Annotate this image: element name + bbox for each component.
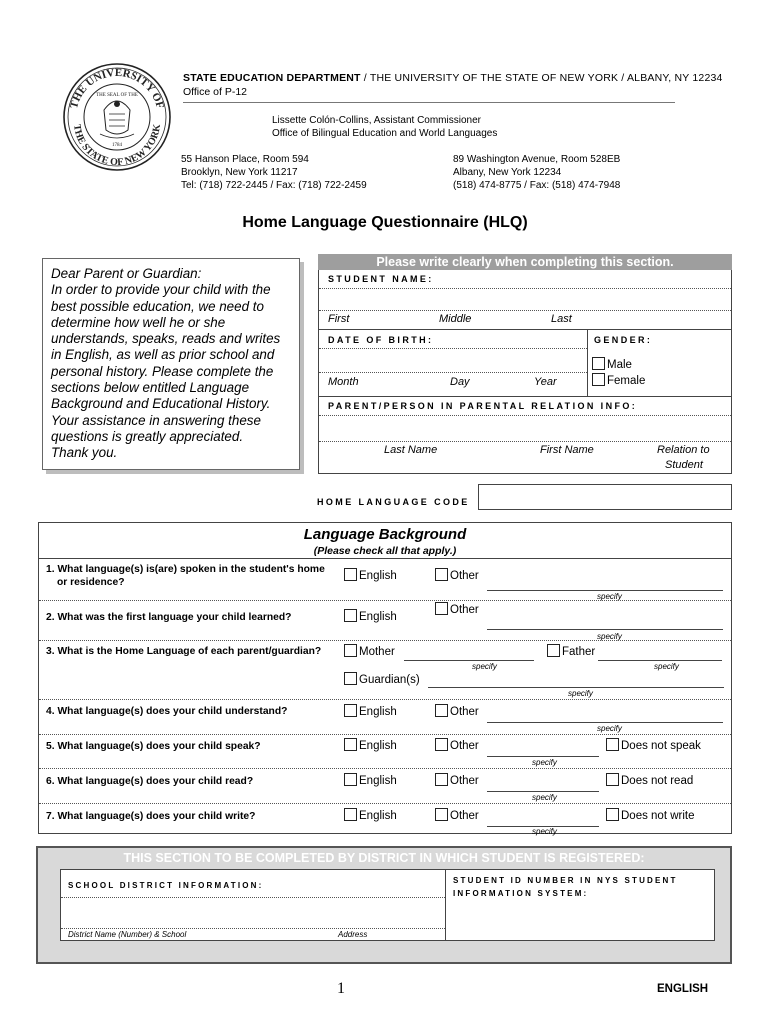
q3-guardian-option[interactable] (344, 672, 420, 686)
letter-line: understands, speaks, reads and writes (51, 331, 281, 347)
q7-english-option[interactable] (344, 808, 397, 822)
q3-mother-option[interactable] (344, 644, 395, 658)
q7-specify-label: specify (532, 827, 557, 836)
male-checkbox[interactable] (592, 357, 605, 370)
letter-line: In order to provide your child with the (51, 282, 271, 298)
address-label: Address (338, 930, 368, 939)
page-title: Home Language Questionnaire (HLQ) (242, 214, 528, 231)
parent-info-field[interactable] (319, 417, 731, 439)
letter-line: Your assistance in answering these (51, 412, 261, 428)
letter-line: Dear Parent or Guardian: (51, 266, 202, 281)
form-header: Please write clearly when completing this section. (318, 254, 732, 270)
seal-text-bottom: THE STATE OF NEW YORK (70, 123, 164, 169)
female-option[interactable] (592, 373, 645, 387)
middle-label: Middle (439, 313, 472, 325)
q6-english-label: English (359, 775, 397, 787)
q2-english-label: English (359, 611, 397, 623)
q2-english-option[interactable] (344, 609, 397, 623)
female-checkbox[interactable] (592, 373, 605, 386)
office-line: Office of P-12 (183, 86, 248, 98)
question-6: 6. What language(s) does your child read? (46, 776, 254, 787)
q4-english-label: English (359, 706, 397, 718)
address-left-3: Tel: (718) 722-2445 / Fax: (718) 722-2459 (181, 180, 367, 191)
student-id-field[interactable] (446, 899, 714, 939)
q6-does-not-read-option[interactable] (606, 773, 693, 787)
q2-other-checkbox[interactable] (435, 602, 448, 615)
home-language-code-field[interactable] (478, 484, 732, 510)
address-left-2: Brooklyn, New York 11217 (181, 167, 298, 178)
q3-father-label: Father (562, 646, 596, 658)
q3-mother-specify-line[interactable] (404, 660, 534, 661)
q4-specify-label: specify (597, 724, 622, 733)
q6-other-option[interactable] (435, 773, 479, 787)
q5-specify-line[interactable] (487, 756, 599, 757)
q5-specify-label: specify (532, 758, 557, 767)
letter-line: Background and Educational History. (51, 396, 271, 412)
q5-english-checkbox[interactable] (344, 738, 357, 751)
q4-english-checkbox[interactable] (344, 704, 357, 717)
letter-line: Thank you. (51, 445, 118, 461)
q1-specify-line[interactable] (487, 590, 723, 591)
q3-father-checkbox[interactable] (547, 644, 560, 657)
district-section-header: THIS SECTION TO BE COMPLETED BY DISTRICT IN WHICH STUDENT IS REGISTERED: (123, 851, 645, 865)
q6-other-checkbox[interactable] (435, 773, 448, 786)
language-label: ENGLISH (657, 983, 709, 995)
question-2: 2. What was the first language your child learned? (46, 612, 292, 623)
student-id-label-1: STUDENT ID NUMBER IN NYS STUDENT (453, 876, 678, 885)
commissioner-name: Lissette Colón-Collins, Assistant Commissioner (272, 115, 481, 126)
q3-guardian-specify-label: specify (568, 689, 593, 698)
letter-line: questions is greatly appreciated. (51, 428, 244, 444)
question-1-line-1: 1. What language(s) is(are) spoken in the student's home (46, 564, 325, 575)
parent-info-label: PARENT/PERSON IN PARENTAL RELATION INFO: (328, 401, 638, 411)
question-5: 5. What language(s) does your child speak? (46, 741, 261, 752)
female-label: Female (607, 375, 646, 387)
q5-english-label: English (359, 740, 397, 752)
q3-mother-specify-label: specify (472, 662, 497, 671)
q5-other-checkbox[interactable] (435, 738, 448, 751)
gender-label: GENDER: (594, 335, 653, 345)
dob-field[interactable] (319, 350, 587, 370)
dept-name: STATE EDUCATION DEPARTMENT (183, 72, 361, 84)
q3-father-option[interactable] (547, 644, 595, 658)
q2-other-label: Other (450, 604, 479, 616)
q3-father-specify-label: specify (654, 662, 679, 671)
question-1 (46, 563, 325, 589)
q7-english-checkbox[interactable] (344, 808, 357, 821)
student-id-label-2: INFORMATION SYSTEM: (453, 889, 589, 898)
q2-specify-label: specify (597, 632, 622, 641)
q6-does-not-read-label: Does not read (621, 775, 694, 787)
q1-other-checkbox[interactable] (435, 568, 448, 581)
address-right-3: (518) 474-8775 / Fax: (518) 474-7948 (453, 180, 621, 191)
q5-does-not-speak-checkbox[interactable] (606, 738, 619, 751)
address-right-2: Albany, New York 12234 (453, 167, 562, 178)
page-number: 1 (337, 980, 345, 997)
letter-line: personal history. Please complete the (51, 363, 274, 379)
q1-english-checkbox[interactable] (344, 568, 357, 581)
q6-specify-line[interactable] (487, 791, 599, 792)
q6-other-label: Other (450, 775, 479, 787)
dept-rest: / THE UNIVERSITY OF THE STATE OF NEW YORK / ALBANY, NY 12234 (360, 72, 723, 84)
letter-line: in English, as well as prior school and (51, 347, 275, 363)
day-label: Day (450, 376, 470, 388)
q7-other-option[interactable] (435, 808, 479, 822)
q7-does-not-write-checkbox[interactable] (606, 808, 619, 821)
question-1-line-2: or residence? (57, 577, 125, 588)
month-label: Month (328, 376, 359, 388)
office-bilingual: Office of Bilingual Education and World Languages (272, 128, 498, 139)
dob-label: DATE OF BIRTH: (328, 335, 434, 345)
q5-other-label: Other (450, 740, 479, 752)
first-label: First (328, 313, 350, 325)
student-name-label: STUDENT NAME: (328, 274, 434, 284)
q4-english-option[interactable] (344, 704, 397, 718)
q4-other-checkbox[interactable] (435, 704, 448, 717)
address-right-1: 89 Washington Avenue, Room 528EB (453, 154, 621, 165)
q3-mother-checkbox[interactable] (344, 644, 357, 657)
q5-other-option[interactable] (435, 738, 479, 752)
q3-guardian-specify-line[interactable] (428, 687, 724, 688)
parent-letter (42, 258, 300, 470)
nysed-seal (62, 62, 172, 172)
q6-english-option[interactable] (344, 773, 397, 787)
q6-specify-label: specify (532, 793, 557, 802)
dept-line (183, 72, 723, 84)
q1-english-label: English (359, 570, 397, 582)
address-left-1: 55 Hanson Place, Room 594 (181, 154, 309, 165)
letter-line: best possible education, we need to (51, 298, 264, 314)
q2-english-checkbox[interactable] (344, 609, 357, 622)
q3-guardian-checkbox[interactable] (344, 672, 357, 685)
last-label: Last (551, 313, 572, 325)
q1-other-option[interactable] (435, 568, 479, 582)
q4-other-option[interactable] (435, 704, 479, 718)
q3-guardian-label: Guardian(s) (359, 674, 420, 686)
q7-does-not-write-option[interactable] (606, 808, 695, 822)
q5-does-not-speak-option[interactable] (606, 738, 701, 752)
q4-other-label: Other (450, 706, 479, 718)
year-label: Year (534, 376, 557, 388)
male-label: Male (607, 359, 632, 371)
relation-label-1: Relation to (657, 444, 710, 456)
letter-line: determine how well he or she (51, 314, 226, 330)
q6-english-checkbox[interactable] (344, 773, 357, 786)
student-name-field[interactable] (319, 290, 731, 310)
first-name-label: First Name (540, 444, 594, 456)
language-background-subtitle: (Please check all that apply.) (313, 545, 457, 557)
seal-inner-text: THE SEAL OF THE (96, 93, 138, 98)
q7-other-label: Other (450, 810, 479, 822)
q1-specify-label: specify (597, 592, 622, 601)
male-option[interactable] (592, 357, 632, 371)
q6-does-not-read-checkbox[interactable] (606, 773, 619, 786)
question-4: 4. What language(s) does your child understand? (46, 706, 288, 717)
q5-english-option[interactable] (344, 738, 397, 752)
q1-other-label: Other (450, 570, 479, 582)
header-rule (183, 102, 675, 103)
relation-label-2: Student (665, 459, 703, 471)
q3-father-specify-line[interactable] (598, 660, 722, 661)
district-name-label: District Name (Number) & School (68, 930, 187, 939)
q3-mother-label: Mother (359, 646, 395, 658)
district-name-field[interactable] (61, 899, 445, 927)
last-name-label: Last Name (384, 444, 438, 456)
q7-other-checkbox[interactable] (435, 808, 448, 821)
seal-year: 1784 (112, 143, 122, 148)
q5-does-not-speak-label: Does not speak (621, 740, 701, 752)
q1-english-option[interactable] (344, 568, 397, 582)
home-language-code-label: HOME LANGUAGE CODE (317, 497, 470, 507)
question-3: 3. What is the Home Language of each parent/guardian? (46, 646, 322, 657)
language-background-title: Language Background (303, 526, 467, 543)
question-7: 7. What language(s) does your child write? (46, 811, 256, 822)
q7-english-label: English (359, 810, 397, 822)
letter-line: sections below entitled Language (51, 380, 250, 396)
seal-text-top: THE UNIVERSITY OF (67, 66, 167, 110)
q2-specify-line[interactable] (487, 629, 723, 630)
q4-specify-line[interactable] (487, 722, 723, 723)
q2-other-option[interactable] (435, 602, 479, 616)
q7-does-not-write-label: Does not write (621, 810, 695, 822)
school-district-info-label: SCHOOL DISTRICT INFORMATION: (68, 881, 264, 890)
